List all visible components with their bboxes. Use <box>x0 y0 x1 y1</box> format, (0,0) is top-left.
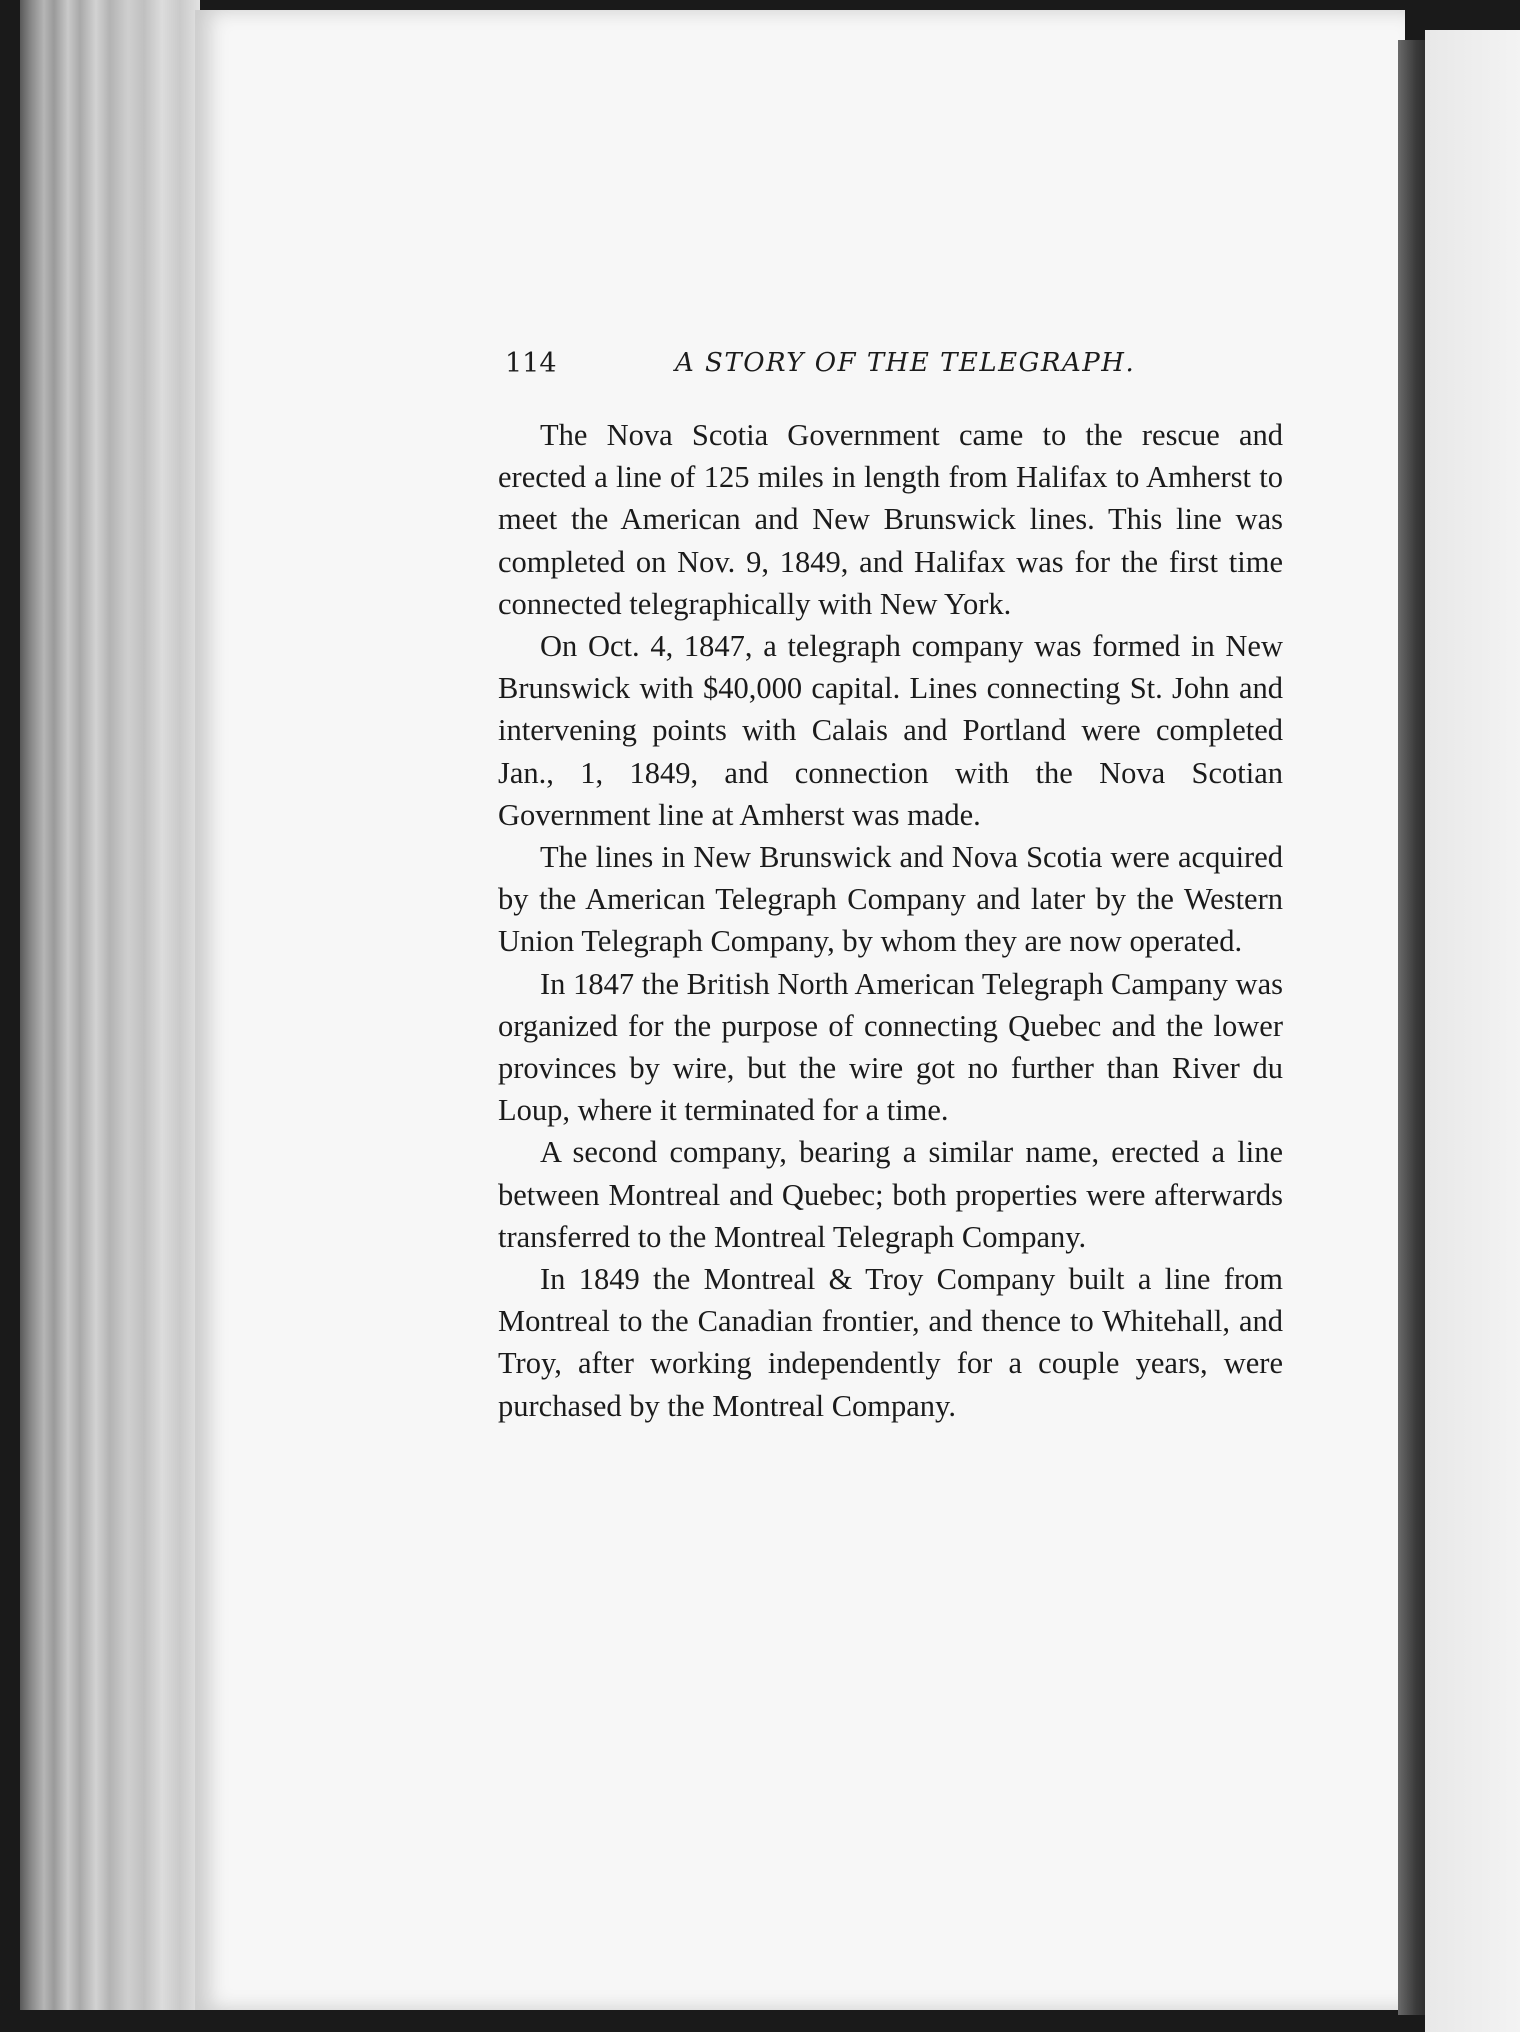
facing-page-edge <box>1425 30 1520 2032</box>
page-header <box>505 348 1145 388</box>
book-binding-shadow <box>1398 40 1428 2015</box>
paragraph-4: In 1847 the British North American Telegraph Campany was organized for the purpose of connecting Quebec and the lower provinces by wire, but the wire got no further than River du Loup, where it terminated for a time. <box>498 966 1283 1128</box>
paragraph-1: The Nova Scotia Government came to the rescue and erected a line of 125 miles in length from Halifax to Amherst to meet the American and New Brunswick lines. This line was completed on Nov. 9, 1849, and Halifax was for the first time connected telegraphically with New York. <box>498 418 1283 621</box>
body-text <box>498 414 1283 1427</box>
page-number: 114 <box>505 348 557 379</box>
paragraph-6: In 1849 the Montreal & Troy Company built a line from Montreal to the Canadian frontier, and thence to Whitehall, and Troy, after working independently for a couple years, were purchased by the Montreal Company. <box>498 1262 1283 1423</box>
book-page-edges <box>20 0 200 2010</box>
running-title: A STORY OF THE TELEGRAPH. <box>675 348 1136 378</box>
paragraph-5: A second company, bearing a similar name, erected a line between Montreal and Quebec; both properties were afterwards transferred to the Montreal Telegraph Company. <box>498 1135 1283 1254</box>
paragraph-2: On Oct. 4, 1847, a telegraph company was formed in New Brunswick with $40,000 capital. Lines connecting St. John and intervening points with Calais and Portland were completed Jan., 1, 1849, and connection with the Nova Scotian Government line at Amherst was made. <box>498 629 1283 832</box>
paragraph-3: The lines in New Brunswick and Nova Scotia were acquired by the American Telegraph Company and later by the Western Union Telegraph Company, by whom they are now operated. <box>498 840 1283 959</box>
